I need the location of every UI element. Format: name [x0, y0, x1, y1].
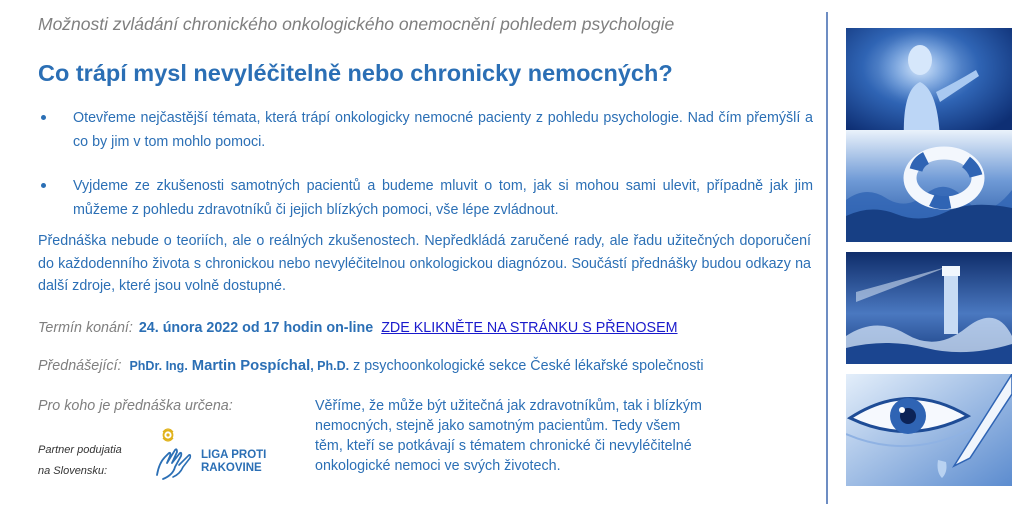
- bullet-text: Vyjdeme ze zkušenosti samotných pacientů a budeme mluvit o tom, jak si mohou sami ulevit, případně jak jim můžeme z pohledu zdravotníků či jejich blízkých pomoci, vše lépe zvládnout.: [73, 178, 813, 218]
- partner-label: [38, 440, 122, 482]
- stream-link[interactable]: ZDE KLIKNĚTE NA STRÁNKU S PŘENOSEM: [381, 320, 678, 336]
- audience-line: Věříme, že může být užitečná jak zdravotníkům, tak i blízkým: [315, 398, 702, 414]
- bullet-list: [38, 106, 813, 222]
- life-ring-in-waves-image: [846, 130, 1012, 242]
- logo-wordmark: [201, 449, 266, 475]
- audience-line: nemocných, stejně jako samotným pacientům. Tedy všem: [315, 418, 681, 434]
- description-paragraph: Přednáška nebude o teoriích, ale o reálných zkušenostech. Nepředkládá zaručené rady, ale řadu užitečných doporučení do každodenního života s chronickou nebo nevyléčitelnou onkologickou diagnózou. Součástí přednášky budou odkazy na další zdroje, které jsou volně dostupné.: [38, 233, 811, 294]
- glowing-human-figure-image: [846, 28, 1012, 140]
- lighthouse-in-storm-image: [846, 252, 1012, 364]
- lecturer-title: PhDr. Ing.: [129, 359, 188, 373]
- audience-text: [315, 396, 775, 476]
- hands-daffodil-icon: [153, 425, 203, 485]
- partner-label-line: na Slovensku:: [38, 465, 108, 477]
- audience-line: těm, kteří se potkávají s tématem chronické či nevyléčitelné: [315, 438, 692, 454]
- event-label: Termín konání:: [38, 320, 133, 336]
- audience-label: Pro koho je přednáška určena:: [38, 398, 233, 414]
- bullet-dot-icon: [41, 115, 46, 120]
- audience-row: [38, 398, 233, 414]
- page-subtitle: Možnosti zvládání chronického onkologického onemocnění pohledem psychologie: [38, 14, 675, 34]
- bullet-dot-icon: [41, 183, 46, 188]
- audience-line: onkologické nemoci ve svých životech.: [315, 458, 561, 474]
- bullet-item: [38, 174, 813, 222]
- event-row: [38, 320, 678, 336]
- lecturer-label: Přednášející:: [38, 358, 122, 374]
- partner-label-line: Partner podujatia: [38, 444, 122, 456]
- photo-life-ring: [846, 130, 1012, 242]
- photo-lighthouse: [846, 252, 1012, 364]
- lecturer-affiliation: z psychoonkologické sekce České lékařské společnosti: [353, 358, 704, 374]
- logo-line: RAKOVINE: [201, 462, 262, 474]
- photo-eye-pencil: [846, 374, 1012, 486]
- bullet-item: [38, 106, 813, 154]
- lecturer-row: [38, 358, 704, 374]
- photo-human-figure: [846, 28, 1012, 140]
- event-date: 24. února 2022 od 17 hodin on-line: [138, 320, 374, 336]
- eye-with-pencil-image: [846, 374, 1012, 486]
- bullet-text: Otevřeme nejčastější témata, která trápí onkologicky nemocné pacienty z pohledu psychologie. Nad čím přemýšlí a co by jim v tom mohlo pomoci.: [73, 110, 813, 150]
- vertical-divider: [826, 12, 828, 504]
- logo-line: LIGA PROTI: [201, 449, 267, 461]
- lecturer-name: Martin Pospíchal: [191, 358, 311, 374]
- lecturer-suffix: , Ph.D.: [310, 359, 350, 373]
- page-title: Co trápí mysl nevyléčitelně nebo chronicky nemocných?: [38, 60, 673, 86]
